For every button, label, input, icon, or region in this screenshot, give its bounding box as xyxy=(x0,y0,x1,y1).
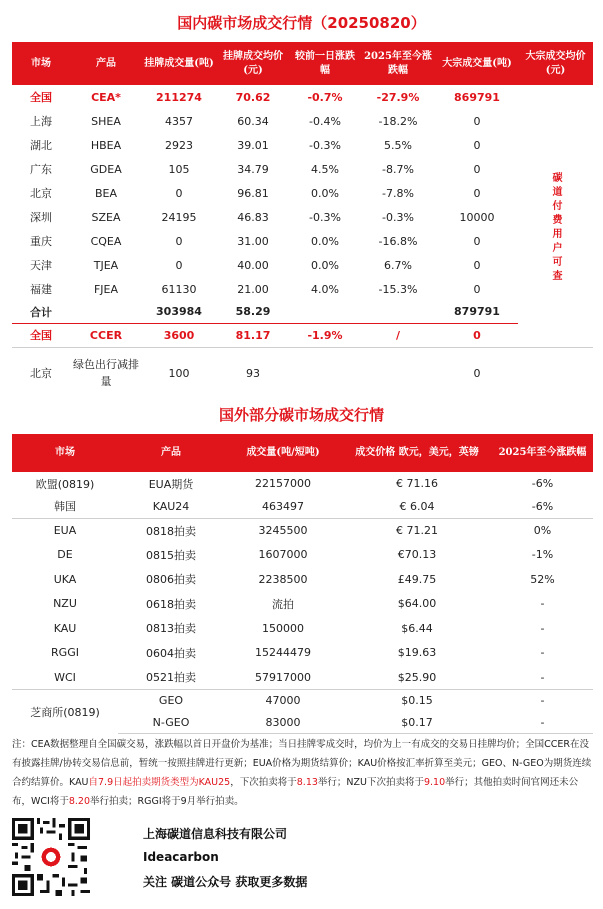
cell-block-volume: 0 xyxy=(473,282,481,296)
table-row xyxy=(12,181,593,205)
cell-market: EUA xyxy=(12,518,118,543)
cell-product: GDEA xyxy=(90,162,122,176)
header-listed-price: 挂牌成交均价(元) xyxy=(216,42,290,85)
cell-price: $6.44 xyxy=(401,621,433,635)
cell-price: € 71.21 xyxy=(342,518,492,543)
cell-price: £49.75 xyxy=(397,572,437,586)
table-row xyxy=(12,85,593,109)
cell-ytd-change: - xyxy=(540,597,545,611)
cell-market: 上海 xyxy=(30,115,52,128)
cell-block-volume: 869791 xyxy=(454,90,500,104)
cell-block-volume: 879791 xyxy=(454,305,500,319)
header-product: 产品 xyxy=(118,434,224,472)
cell-market: 福建 xyxy=(30,283,52,296)
header-volume: 成交量(吨/短吨) xyxy=(224,434,342,472)
table-row xyxy=(12,277,593,301)
cell-ytd-change: -18.2% xyxy=(378,114,418,128)
cell-price: $0.17 xyxy=(342,712,492,734)
cell-product: CEA* xyxy=(91,90,121,104)
domestic-table xyxy=(12,42,593,399)
paid-user-note: 碳道付费用户可查 xyxy=(550,171,561,284)
cell-listed-volume: 0 xyxy=(175,234,183,248)
cell-block-volume: 0 xyxy=(473,138,481,152)
cell-market: 全国 xyxy=(12,323,70,347)
footnote-text: ，下次拍卖将于 xyxy=(230,777,297,788)
table-row xyxy=(12,301,593,323)
cell-market: 北京 xyxy=(30,187,52,200)
cell-daily-change: 0.0% xyxy=(311,258,339,272)
cell-ytd-change xyxy=(360,301,436,323)
header-daily-change: 较前一日涨跌幅 xyxy=(290,42,360,85)
table-row xyxy=(12,205,593,229)
cell-ytd-change: / xyxy=(360,323,436,347)
cell-product: BEA xyxy=(94,186,118,200)
cell-market: UKA xyxy=(53,572,77,586)
cell-block-volume: 0 xyxy=(473,234,481,248)
footnote-text: 举行；其他拍卖时间官网还未公布，WCI将于 xyxy=(12,777,579,807)
cell-volume: 2238500 xyxy=(258,572,308,586)
cell-listed-price: 70.62 xyxy=(235,90,271,104)
cell-volume: 47000 xyxy=(224,690,342,712)
header-market: 市场 xyxy=(12,434,118,472)
cell-product: TJEA xyxy=(93,258,119,272)
table-row xyxy=(12,616,593,641)
table-row xyxy=(12,495,593,518)
cell-daily-change: 4.0% xyxy=(311,282,339,296)
cell-market: 韩国 xyxy=(54,500,76,514)
cell-market: 北京 xyxy=(12,347,70,399)
cell-volume: 1607000 xyxy=(258,548,308,562)
cell-market: DE xyxy=(57,548,73,562)
cell-daily-change: -0.4% xyxy=(309,114,341,128)
cell-market: 欧盟(0819) xyxy=(35,477,95,491)
cell-block-volume: 0 xyxy=(473,114,481,128)
cell-volume: 83000 xyxy=(224,712,342,734)
cell-volume: 15244479 xyxy=(255,646,311,660)
cell-daily-change: 4.5% xyxy=(311,162,339,176)
cell-listed-price: 58.29 xyxy=(235,305,271,319)
cell-market: 湖北 xyxy=(30,139,52,152)
cell-listed-price: 81.17 xyxy=(216,323,290,347)
cell-market: RGGI xyxy=(51,646,79,660)
domestic-title: 国内碳市场成交行情（20250820） xyxy=(177,14,426,32)
cell-volume: 流拍 xyxy=(272,597,294,611)
cell-price: $64.00 xyxy=(397,597,437,611)
cell-ytd-change: -16.8% xyxy=(378,234,418,248)
cell-product: 0618拍卖 xyxy=(146,597,196,611)
cell-ytd-change: 52% xyxy=(530,572,555,586)
footnote-text: 注：CEA数据整理自全国碳交易，涨跌幅以首日开盘价为基准；当日挂牌零成交时，均价为上一有成交的交易日挂牌均价；全国CCER在没有披露挂牌/协转交易信息前，暂统一按照挂牌进行更新；EUA价格为期货结算价；KAU价格按汇率折算至美元；GEO、N-GEO为期货连续合约结算价。KAU xyxy=(12,739,592,788)
cell-product: 绿色出行减排量 xyxy=(70,347,142,399)
table-row xyxy=(12,592,593,617)
cell-daily-change: -0.7% xyxy=(307,90,343,104)
cell-product: 0604拍卖 xyxy=(146,646,196,660)
cell-ytd-change: -6% xyxy=(531,477,554,490)
cell-ytd-change: -6% xyxy=(531,499,554,513)
cell-price: €70.13 xyxy=(397,548,437,562)
cell-listed-volume: 211274 xyxy=(156,90,202,104)
cell-ytd-change: -1% xyxy=(531,548,554,562)
cell-listed-volume: 303984 xyxy=(156,305,202,319)
cell-block-volume: 0 xyxy=(436,323,518,347)
cell-product: HBEA xyxy=(90,138,122,152)
company-name: 上海碳道信息科技有限公司 xyxy=(143,827,288,841)
header-market: 市场 xyxy=(12,42,70,85)
cell-daily-change: -1.9% xyxy=(290,323,360,347)
cell-volume: 57917000 xyxy=(255,670,311,684)
footnote-highlight: 8.13 xyxy=(296,777,318,788)
cell-market: WCI xyxy=(54,670,76,684)
cell-listed-volume: 61130 xyxy=(161,282,197,296)
table-row xyxy=(12,518,593,543)
cell-block-volume: 0 xyxy=(473,162,481,176)
cell-market: 全国 xyxy=(30,91,52,104)
cell-ytd-change: - xyxy=(540,670,545,684)
cell-listed-volume: 3600 xyxy=(142,323,216,347)
foreign-header-row xyxy=(12,434,593,472)
cell-listed-price: 31.00 xyxy=(237,234,269,248)
cell-price: $19.63 xyxy=(397,646,437,660)
cell-ytd-change: 6.7% xyxy=(384,258,412,272)
cell-product: GEO xyxy=(118,690,224,712)
cell-price: € 71.16 xyxy=(396,477,438,490)
cell-block-price xyxy=(518,85,593,109)
cell-product: 0806拍卖 xyxy=(146,573,196,587)
cell-ytd-change: -27.9% xyxy=(376,90,420,104)
domestic-header-row xyxy=(12,42,593,85)
cell-ytd-change: -0.3% xyxy=(382,210,414,224)
cell-listed-price: 40.00 xyxy=(237,258,269,272)
header-ytd-change: 2025年至今涨跌幅 xyxy=(492,434,593,472)
cell-ytd-change: -15.3% xyxy=(378,282,418,296)
footnote xyxy=(12,735,593,811)
cell-listed-volume: 24195 xyxy=(161,210,197,224)
cell-price: € 6.04 xyxy=(399,499,435,513)
cell-ytd-change: 5.5% xyxy=(384,138,412,152)
cell-product: SZEA xyxy=(91,210,121,224)
foreign-table xyxy=(12,434,593,734)
cell-listed-price: 21.00 xyxy=(237,282,269,296)
cell-market: 合计 xyxy=(30,305,52,319)
cell-volume: 3245500 xyxy=(224,518,342,543)
cell-listed-price: 39.01 xyxy=(237,138,269,152)
cell-ytd-change: - xyxy=(540,646,545,660)
cell-daily-change: 0.0% xyxy=(311,186,339,200)
cell-product: FJEA xyxy=(93,282,119,296)
cell-listed-price: 96.81 xyxy=(237,186,269,200)
cell-daily-change: -0.3% xyxy=(309,210,341,224)
header-price: 成交价格 欧元，美元，英镑 xyxy=(342,434,492,472)
table-row xyxy=(12,229,593,253)
table-row xyxy=(12,641,593,666)
cell-product: 0521拍卖 xyxy=(146,671,196,684)
footnote-highlight: 9.10 xyxy=(423,777,446,788)
table-row xyxy=(12,109,593,133)
cell-daily-change xyxy=(290,301,360,323)
cell-volume: 150000 xyxy=(262,621,304,635)
cell-daily-change xyxy=(290,347,360,399)
cell-block-volume: 0 xyxy=(436,347,518,399)
cell-ytd-change: 0% xyxy=(492,518,593,543)
cell-ytd-change: - xyxy=(492,712,593,734)
cell-listed-price: 93 xyxy=(216,347,290,399)
footnote-text: 举行；NZU下次拍卖将于 xyxy=(317,777,424,788)
table-row xyxy=(12,567,593,592)
cell-volume: 463497 xyxy=(262,499,304,513)
cell-market: KAU xyxy=(53,621,77,635)
header-product: 产品 xyxy=(70,42,142,85)
footnote-highlight: 自7.9日起拍卖期货类型为KAU25 xyxy=(88,777,231,788)
footnote-text: 举行拍卖；RGGI将于9月举行拍卖。 xyxy=(90,796,244,807)
cell-ytd-change: -7.8% xyxy=(382,186,414,200)
table-row xyxy=(12,690,593,712)
cell-price: $0.15 xyxy=(342,690,492,712)
cell-listed-volume: 105 xyxy=(168,162,190,176)
cell-product: EUA期货 xyxy=(148,477,194,491)
cell-listed-volume: 4357 xyxy=(165,114,193,128)
cell-price: $25.90 xyxy=(397,670,437,684)
table-row xyxy=(12,157,593,181)
cell-ytd-change: - xyxy=(492,690,593,712)
cell-listed-volume: 0 xyxy=(175,186,183,200)
table-row xyxy=(12,133,593,157)
cell-listed-volume: 100 xyxy=(142,347,216,399)
cell-market: 芝商所(0819) xyxy=(12,690,118,734)
table-row xyxy=(12,543,593,568)
cell-market: 广东 xyxy=(30,163,52,176)
qr-code-icon xyxy=(12,818,90,896)
brand-name: Ideacarbon xyxy=(143,850,219,864)
cell-product: 0815拍卖 xyxy=(146,548,196,562)
cell-product: 0818拍卖 xyxy=(118,518,224,543)
cell-market: NZU xyxy=(53,597,77,611)
cell-listed-price: 46.83 xyxy=(237,210,269,224)
cell-product: CCER xyxy=(70,323,142,347)
cell-listed-price: 60.34 xyxy=(237,114,269,128)
cell-listed-volume: 0 xyxy=(175,258,183,272)
table-row xyxy=(12,323,593,347)
cell-block-price xyxy=(518,347,593,399)
table-row xyxy=(12,472,593,495)
cell-product: N-GEO xyxy=(118,712,224,734)
header-block-price: 大宗成交均价(元) xyxy=(518,42,593,85)
table-row xyxy=(12,253,593,277)
header-block-volume: 大宗成交量(吨) xyxy=(436,42,518,85)
foreign-title: 国外部分碳市场成交行情 xyxy=(218,406,384,424)
cell-listed-volume: 2923 xyxy=(165,138,193,152)
header-listed-volume: 挂牌成交量(吨) xyxy=(142,42,216,85)
cell-ytd-change: -8.7% xyxy=(382,162,414,176)
cell-ytd-change: - xyxy=(540,621,545,635)
cell-volume: 22157000 xyxy=(255,477,311,490)
follow-text: 关注 碳道公众号 获取更多数据 xyxy=(143,875,308,889)
footnote-highlight: 8.20 xyxy=(68,796,90,807)
cell-daily-change: -0.3% xyxy=(309,138,341,152)
cell-product: CQEA xyxy=(90,234,122,248)
cell-product: KAU24 xyxy=(152,499,190,513)
cell-market: 天津 xyxy=(30,259,52,272)
cell-block-volume: 0 xyxy=(473,258,481,272)
table-row xyxy=(12,347,593,399)
cell-listed-price: 34.79 xyxy=(237,162,269,176)
cell-product: 0813拍卖 xyxy=(146,622,196,636)
cell-daily-change: 0.0% xyxy=(311,234,339,248)
table-row xyxy=(12,665,593,690)
cell-product xyxy=(70,301,142,323)
cell-block-volume: 0 xyxy=(473,186,481,200)
cell-market: 重庆 xyxy=(30,235,52,248)
header-ytd-change: 2025年至今涨跌幅 xyxy=(360,42,436,85)
cell-block-volume: 10000 xyxy=(459,210,495,224)
cell-market: 深圳 xyxy=(30,211,52,224)
cell-ytd-change xyxy=(360,347,436,399)
cell-product: SHEA xyxy=(91,114,121,128)
